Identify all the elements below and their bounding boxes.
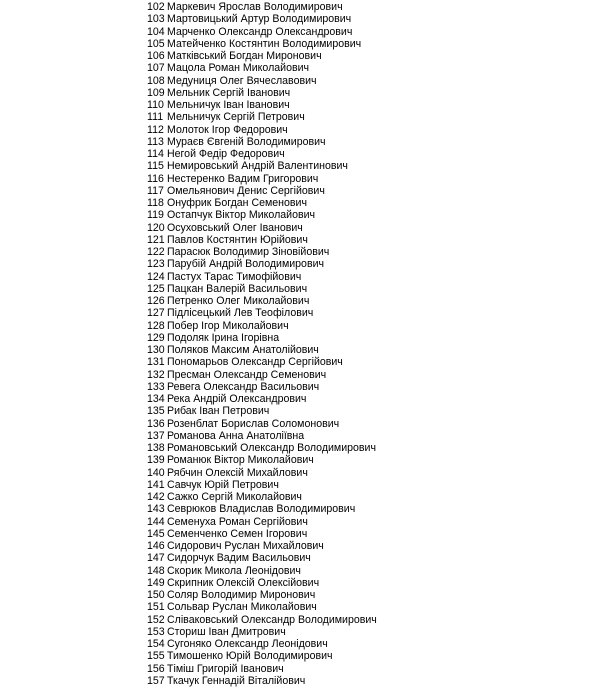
list-item-number: 103 — [147, 13, 165, 26]
list-item-number: 151 — [147, 601, 165, 614]
list-item-name: Мацола Роман Миколайович — [167, 62, 310, 75]
list-item-number: 140 — [147, 466, 165, 479]
list-item — [147, 185, 377, 197]
list-item-number: 105 — [147, 37, 165, 50]
list-item-name: Тимошенко Юрій Володимирович — [167, 650, 333, 663]
list-item-number: 141 — [147, 478, 165, 491]
list-item — [147, 209, 377, 221]
list-item — [147, 258, 377, 270]
list-item-number: 148 — [147, 564, 165, 577]
list-item-name: Рибак Іван Петрович — [167, 405, 270, 418]
list-item — [147, 356, 377, 368]
list-item-name: Молоток Ігор Федорович — [167, 123, 288, 136]
list-item — [147, 87, 377, 99]
list-item — [147, 344, 377, 356]
list-item — [147, 626, 377, 638]
list-item-name: Сидорович Руслан Михайлович — [167, 540, 324, 552]
list-item — [147, 430, 377, 442]
list-item-name: Мельничук Сергій Петрович — [167, 111, 305, 124]
list-item-number: 106 — [147, 50, 165, 62]
list-item — [147, 307, 377, 319]
list-item — [147, 246, 377, 258]
list-item-name: Соляр Володимир Миронович — [167, 589, 316, 601]
list-item — [147, 405, 377, 417]
list-item-number: 109 — [147, 86, 165, 99]
list-item-number: 132 — [147, 368, 165, 381]
list-item — [147, 111, 377, 123]
list-item-number: 125 — [147, 282, 165, 295]
list-item-name: Сториш Іван Дмитрович — [167, 625, 286, 638]
list-item-name: Романова Анна Анатоліївна — [167, 429, 305, 442]
list-item-number: 111 — [147, 111, 164, 124]
list-item — [147, 26, 377, 38]
list-item-number: 136 — [147, 417, 165, 430]
list-item-number: 123 — [147, 258, 165, 271]
list-item — [147, 503, 377, 515]
list-item-name: Пастух Тарас Тимофійович — [167, 270, 302, 283]
list-item-name: Мельничук Іван Іванович — [167, 99, 290, 111]
list-item-number: 112 — [147, 123, 164, 136]
list-item-number: 133 — [147, 380, 165, 393]
list-item-name: Сидорчук Вадим Васильович — [167, 552, 311, 565]
list-item-name: Пономарьов Олександр Сергійович — [167, 356, 343, 369]
list-item-number: 138 — [147, 442, 165, 454]
list-item-number: 130 — [147, 344, 165, 356]
list-item — [147, 381, 377, 393]
list-item — [147, 160, 377, 172]
list-item-name: Нестеренко Вадим Григорович — [167, 172, 319, 185]
list-item-name: Омельянович Денис Сергійович — [167, 184, 325, 197]
list-item-number: 114 — [147, 148, 164, 160]
list-item — [147, 38, 377, 50]
list-item-name: Мураєв Євгеній Володимирович — [167, 135, 326, 148]
list-item-number: 107 — [147, 62, 165, 75]
list-item-name: Рябчин Олексій Михайлович — [167, 466, 308, 479]
list-item-number: 134 — [147, 393, 165, 405]
list-item-name: Севрюков Владислав Володимирович — [167, 503, 356, 516]
list-item-number: 143 — [147, 503, 165, 516]
list-item-name: Сліваковський Олександр Володимирович — [167, 613, 377, 626]
list-item-number: 156 — [147, 662, 165, 675]
list-item — [147, 332, 377, 344]
list-item-number: 104 — [147, 25, 165, 38]
list-item — [147, 234, 377, 246]
list-item-name: Мельник Сергій Іванович — [167, 86, 291, 99]
list-item-number: 118 — [147, 197, 164, 209]
list-item-name: Підлісецький Лев Теофілович — [167, 307, 314, 320]
list-item — [147, 295, 377, 307]
list-item — [147, 136, 377, 148]
list-item-number: 129 — [147, 331, 165, 344]
list-item — [147, 675, 377, 687]
list-item-number: 117 — [147, 184, 164, 197]
list-item — [147, 393, 377, 405]
list-item — [147, 442, 377, 454]
list-item-number: 145 — [147, 527, 165, 540]
list-item-number: 119 — [147, 209, 164, 222]
list-item-name: Ткачук Геннадій Віталійович — [167, 674, 306, 687]
list-item — [147, 540, 377, 552]
list-item-name: Сугоняко Олександр Леонідович — [167, 638, 328, 650]
list-item — [147, 99, 377, 111]
list-item — [147, 516, 377, 528]
list-item-number: 139 — [147, 454, 165, 467]
list-item — [147, 222, 377, 234]
list-item-name: Скрипник Олексій Олексійович — [167, 576, 320, 589]
list-item-name: Семенченко Семен Ігорович — [167, 527, 308, 540]
list-item-number: 154 — [147, 638, 165, 650]
list-item-number: 120 — [147, 221, 165, 234]
list-item — [147, 369, 377, 381]
list-item-number: 135 — [147, 405, 165, 418]
list-item-number: 102 — [147, 1, 165, 13]
list-item — [147, 467, 377, 479]
list-item-number: 155 — [147, 650, 165, 663]
list-item-name: Сольвар Руслан Миколайович — [167, 601, 317, 614]
list-item — [147, 491, 377, 503]
list-item — [147, 75, 377, 87]
list-item — [147, 601, 377, 613]
list-item — [147, 320, 377, 332]
list-item — [147, 614, 377, 626]
list-item-name: Романюк Віктор Миколайович — [167, 454, 314, 467]
list-item-name: Романовський Олександр Володимирович — [167, 442, 376, 454]
list-item-number: 157 — [147, 674, 165, 687]
list-item-name: Сажко Сергій Миколайович — [167, 491, 302, 503]
list-item — [147, 589, 377, 601]
list-item-name: Парасюк Володимир Зіновійович — [167, 246, 330, 258]
list-item-name: Ревега Олександр Васильович — [167, 380, 320, 393]
list-item — [147, 528, 377, 540]
list-item-name: Поляков Максим Анатолійович — [167, 344, 319, 356]
list-item-number: 115 — [147, 160, 164, 173]
list-item — [147, 650, 377, 662]
list-item — [147, 479, 377, 491]
list-item — [147, 565, 377, 577]
list-item-number: 144 — [147, 515, 165, 528]
list-item-name: Подоляк Ірина Ігорівна — [167, 331, 280, 344]
list-item-name: Скорик Микола Леонідович — [167, 564, 301, 577]
list-item-name: Савчук Юрій Петрович — [167, 478, 279, 491]
list-item-number: 127 — [147, 307, 165, 320]
list-item — [147, 50, 377, 62]
list-item-number: 137 — [147, 429, 165, 442]
list-item-number: 142 — [147, 491, 165, 503]
list-item — [147, 577, 377, 589]
list-item — [147, 62, 377, 74]
list-item-number: 116 — [147, 172, 164, 185]
list-item-name: Тіміш Григорій Іванович — [167, 662, 284, 675]
list-item — [147, 148, 377, 160]
list-item-name: Пресман Олександр Семенович — [167, 368, 327, 381]
list-item — [147, 271, 377, 283]
list-item-number: 121 — [147, 233, 165, 246]
deputy-list — [147, 1, 377, 687]
list-item-number: 113 — [147, 135, 164, 148]
list-item-name: Побер Ігор Миколайович — [167, 319, 289, 332]
list-item — [147, 552, 377, 564]
list-item-number: 122 — [147, 246, 165, 258]
list-item-name: Немировський Андрій Валентинович — [167, 160, 348, 173]
list-item — [147, 197, 377, 209]
list-item-number: 126 — [147, 295, 165, 307]
list-item — [147, 1, 377, 13]
list-item — [147, 13, 377, 25]
list-item — [147, 124, 377, 136]
list-item-name: Матківський Богдан Миронович — [167, 50, 322, 62]
list-item-name: Медуниця Олег Вячеславович — [167, 74, 317, 87]
list-item-name: Река Андрій Олександрович — [167, 393, 307, 405]
list-item-number: 152 — [147, 613, 165, 626]
list-item-number: 124 — [147, 270, 165, 283]
list-item — [147, 173, 377, 185]
list-item-name: Семенуха Роман Сергійович — [167, 515, 308, 528]
list-item-name: Пацкан Валерій Васильович — [167, 282, 308, 295]
list-item-name: Марченко Олександр Олександрович — [167, 25, 353, 38]
list-item-name: Петренко Олег Миколайович — [167, 295, 310, 307]
list-item-number: 150 — [147, 589, 165, 601]
list-item-name: Остапчук Віктор Миколайович — [167, 209, 316, 222]
list-item-name: Негой Федір Федорович — [167, 148, 285, 160]
list-item-name: Матейченко Костянтин Володимирович — [167, 37, 362, 50]
list-item-number: 146 — [147, 540, 165, 552]
list-item-name: Розенблат Борислав Соломонович — [167, 417, 340, 430]
list-item — [147, 638, 377, 650]
list-item — [147, 454, 377, 466]
list-item-number: 131 — [147, 356, 165, 369]
list-item-name: Мартовицький Артур Володимирович — [167, 13, 352, 26]
list-item-name: Парубій Андрій Володимирович — [167, 258, 325, 271]
list-item-name: Павлов Костянтин Юрійович — [167, 233, 308, 246]
list-item-number: 108 — [147, 74, 165, 87]
list-item-number: 153 — [147, 625, 165, 638]
list-item — [147, 418, 377, 430]
list-item-name: Маркевич Ярослав Володимирович — [167, 1, 343, 13]
list-item — [147, 283, 377, 295]
list-item-number: 147 — [147, 552, 165, 565]
list-item — [147, 663, 377, 675]
list-item-number: 149 — [147, 576, 165, 589]
list-item-name: Онуфрик Богдан Семенович — [167, 197, 307, 209]
list-item-number: 110 — [147, 99, 164, 111]
list-item-name: Осуховський Олег Іванович — [167, 221, 303, 234]
list-item-number: 128 — [147, 319, 165, 332]
